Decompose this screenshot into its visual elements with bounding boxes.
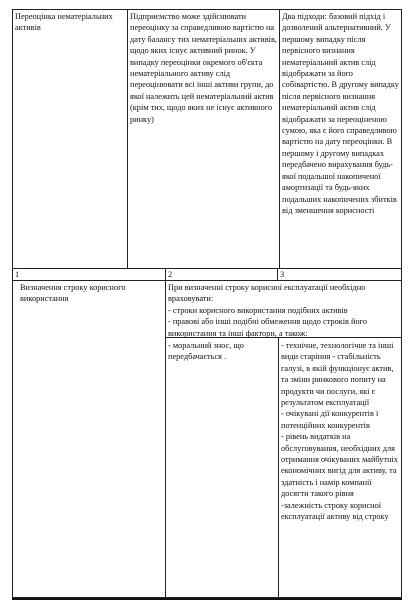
cell-topic-revaluation: Переоцінка нематеріальних активів bbox=[15, 12, 113, 33]
bullet-similar-assets: - строки корисного використання подібних активів bbox=[168, 305, 348, 315]
factor-dependency: -залежність строку корисної експлуатації активу від строку bbox=[281, 500, 389, 522]
cell-ifrs-revaluation: Підприємство може здійснювати переоцінку за справедливою вартістю на дату балансу тих нематеріальних активів, щодо яких існує активний ринок. У випадку переоцінки окремого об'єкта нематеріального активу слід переоцінювати всі інші активи групи, до якої належить цей нематеріальний актив (крім тих, щодо яких не існує активного ринку) bbox=[130, 12, 277, 124]
cell-factors-list bbox=[281, 340, 399, 523]
row-divider-1 bbox=[12, 268, 402, 269]
col-divider-row3-b bbox=[278, 337, 279, 597]
factor-competitors: - очікувані дії конкурентів і потенційних конкурентів bbox=[281, 409, 379, 430]
cell-moral-wear: - моральний знос, що передбачається . bbox=[168, 341, 244, 362]
cell-topic-useful-life: Визначення строку корисного використання bbox=[20, 283, 126, 304]
col-divider-row1-a bbox=[127, 9, 128, 268]
col-divider-row1-b bbox=[279, 9, 280, 268]
col-divider-row2-b bbox=[277, 268, 278, 280]
table-left-border bbox=[12, 9, 13, 597]
table-right-border bbox=[401, 9, 402, 597]
column-number-3: 3 bbox=[280, 270, 285, 279]
cell-approaches-revaluation: Два підходи: базовий підхід і дозволений альтернативний. У першому випадку після первісного визнання нематеріальний актив слід відображати за його собівартістю. В другому випадку після первісного визнання нематеріальний актив слід відображати за переоціненою сумою, яка є його справедливою вартістю на дату переоцінки. В першому і другому випадках передбачено вирахування будь-якої подальшої накопиченої амортизації та будь-яких подальших накопичених збитків від зменшення корисності bbox=[282, 12, 399, 215]
bullet-legal-limits: - правові або інші подібні обмеження щодо строків його використання та інші фактори, а також: bbox=[168, 317, 367, 338]
column-number-1: 1 bbox=[15, 270, 20, 279]
row-divider-2 bbox=[12, 280, 402, 281]
cell-useful-life-intro bbox=[168, 282, 399, 339]
column-number-2: 2 bbox=[168, 270, 173, 279]
intro-text: При визначенні строку корисної експлуатації необхідно враховувати: bbox=[168, 283, 366, 304]
factor-obsolescence: - технічне, технологічне та інші види старіння - стабільність галузі, в якій функціонує актив, та зміни ринкового попиту на продукти чи послуги, які є результатом експлуатації bbox=[281, 341, 394, 408]
table-top-border bbox=[12, 9, 402, 10]
factor-maintenance: - рівень видатків на обслуговування, необхідних для отримання очікуваних майбутніх економічних вигід для активу, та здатність і намір компанії досягти такого рівня bbox=[281, 432, 398, 499]
col-divider-row2-a bbox=[165, 268, 166, 597]
